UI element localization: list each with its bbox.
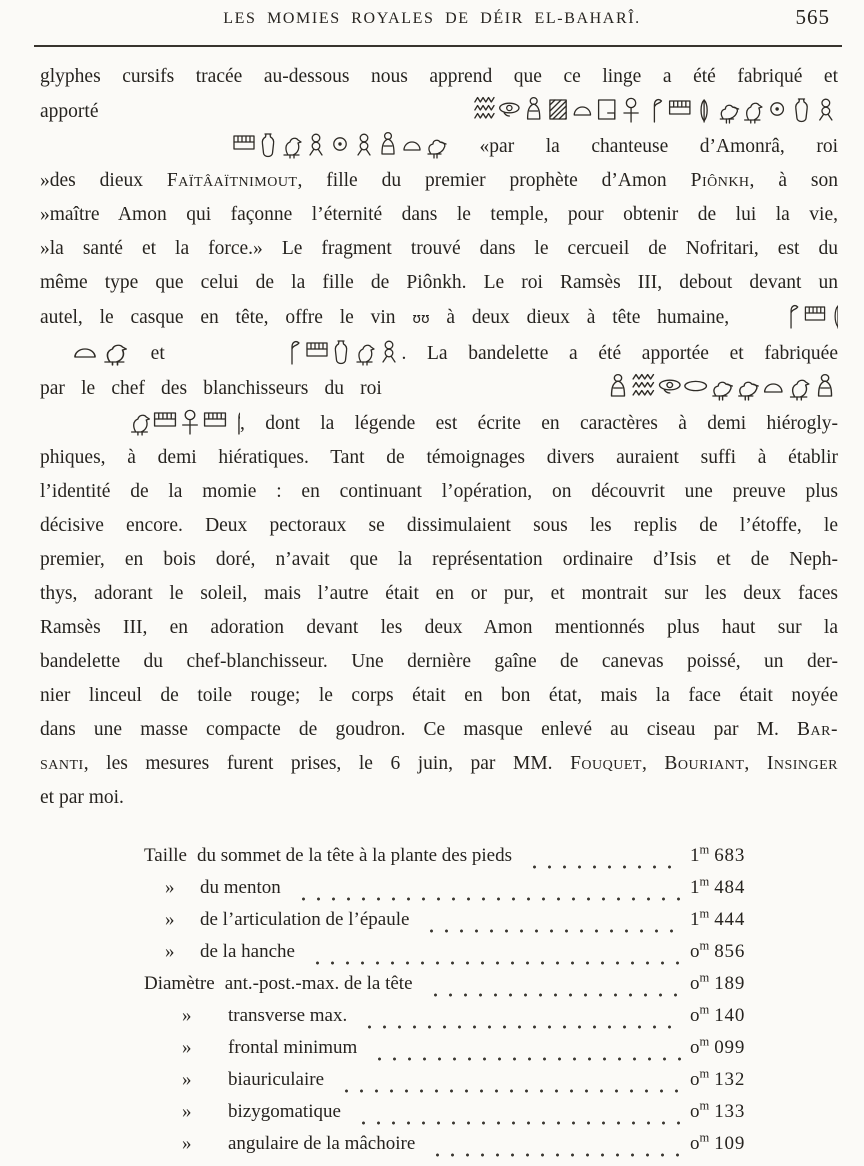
paragraph-line	[40, 300, 838, 336]
dot-leader	[309, 961, 682, 965]
row-label: de l’articulation de l’épaule	[200, 909, 410, 930]
dot-leader	[371, 1057, 682, 1061]
water-hieroglyph-icon	[633, 375, 653, 396]
row-label: de la hanche	[200, 941, 295, 962]
table-row	[144, 1098, 762, 1133]
row-label: du menton	[200, 877, 281, 898]
duck-hieroglyph-icon	[713, 382, 732, 400]
value-metres: 1	[690, 845, 700, 866]
jar-hieroglyph-icon	[796, 99, 808, 122]
row-value	[690, 938, 762, 963]
value-metres: o	[690, 973, 700, 994]
value-metres: o	[690, 1069, 700, 1090]
text-run: apporté	[40, 101, 132, 122]
paragraph-line	[40, 713, 838, 747]
bird-hieroglyph-icon	[791, 380, 809, 400]
row-value	[690, 970, 762, 995]
text-run: décisive encore. Deux pectoraux se dissimulaient sous les replis de l’étoffe, le	[40, 515, 838, 536]
value-unit: m	[699, 842, 710, 857]
text-run: «par la chanteuse d’Amonrâ, roi	[448, 136, 838, 157]
hieroglyph-strip	[132, 94, 838, 124]
row-lead: »	[182, 1133, 192, 1154]
table-row	[144, 1066, 762, 1101]
text-run: et	[130, 343, 186, 364]
value-metres: o	[690, 1101, 700, 1122]
value-fraction: 133	[714, 1101, 746, 1122]
paragraph-line	[40, 577, 838, 611]
flax-hieroglyph-icon	[358, 134, 370, 155]
eye-hieroglyph-icon	[500, 103, 519, 116]
box-hieroglyph-icon	[599, 100, 615, 119]
eye-hieroglyph-icon	[660, 380, 680, 393]
value-unit: m	[699, 906, 710, 921]
text-run: . La bandelette a été apportée et fabriquée	[401, 343, 838, 364]
dot-leader	[338, 1089, 682, 1093]
bread-hieroglyph-icon	[75, 349, 95, 357]
person-hieroglyph-icon	[528, 98, 540, 119]
flax-hieroglyph-icon	[310, 134, 322, 155]
page-number: 565	[795, 5, 830, 29]
small-caps-name: santi	[40, 753, 84, 774]
table-row	[144, 906, 762, 941]
person-hieroglyph-icon	[382, 133, 394, 154]
dot-leader	[361, 1025, 682, 1029]
value-fraction: 099	[714, 1037, 746, 1058]
comb-hieroglyph-icon	[155, 413, 176, 426]
table-row	[144, 874, 762, 909]
row-label: biauriculaire	[228, 1069, 325, 1090]
bird-hieroglyph-icon	[284, 138, 301, 158]
dot-leader	[526, 865, 682, 869]
value-unit: m	[699, 874, 710, 889]
small-caps-name: Faïtâaïtnimout	[166, 170, 298, 191]
measurements-table	[144, 842, 762, 1165]
row-label: ant.-post.-max. de la tête	[224, 973, 413, 994]
hieroglyph-strip	[185, 336, 401, 366]
paragraph-line	[40, 336, 838, 371]
paragraph-line	[40, 198, 838, 232]
small-caps-name: Bouriant	[664, 753, 745, 774]
small-caps-name: Fouquet	[570, 753, 642, 774]
paragraph-line	[40, 441, 838, 475]
bird-hieroglyph-icon	[357, 345, 374, 365]
dot-leader	[355, 1121, 682, 1125]
row-lead: »	[182, 1037, 192, 1058]
value-fraction: 140	[714, 1005, 746, 1026]
row-label: bizygomatique	[228, 1101, 341, 1122]
hatch-hieroglyph-icon	[550, 100, 566, 119]
text-run: , fille du premier prophète d’Amon	[297, 170, 691, 191]
row-value	[690, 1002, 762, 1027]
water-hieroglyph-icon	[475, 98, 494, 119]
row-lead: »	[165, 877, 175, 898]
person-hieroglyph-icon	[819, 375, 832, 396]
row-value	[690, 842, 762, 867]
duck-hieroglyph-icon	[428, 140, 446, 158]
bread-hieroglyph-icon	[404, 142, 420, 150]
duck-hieroglyph-icon	[739, 382, 758, 400]
reed-hieroglyph-icon	[654, 100, 661, 122]
row-label: du sommet de la tête à la plante des pieds	[196, 845, 512, 866]
dot-leader	[423, 929, 682, 933]
sun-hieroglyph-icon	[771, 103, 784, 115]
hieroglyph-strip	[746, 300, 838, 330]
value-unit: m	[699, 1066, 710, 1081]
text-run: ,	[744, 753, 767, 774]
text-run: glyphes cursifs tracée au-dessous nous apprend que ce linge a été fabriqué et	[40, 66, 838, 87]
value-fraction: 189	[714, 973, 746, 994]
table-row	[144, 1130, 762, 1165]
comb-hieroglyph-icon	[205, 413, 226, 426]
sun-hieroglyph-icon	[334, 138, 346, 150]
value-metres: o	[690, 1133, 700, 1154]
row-lead: »	[182, 1101, 192, 1122]
value-unit: m	[699, 1130, 710, 1145]
bird-hieroglyph-icon	[105, 345, 126, 365]
value-unit: m	[699, 1098, 710, 1113]
jar-hieroglyph-icon	[336, 341, 347, 364]
row-lead: »	[182, 1069, 192, 1090]
hieroglyph-strip	[40, 336, 130, 366]
value-fraction: 856	[714, 941, 746, 962]
small-caps-name: Piônkh	[690, 170, 750, 191]
value-fraction: 132	[714, 1069, 746, 1090]
reed-hieroglyph-icon	[791, 306, 798, 328]
text-run: dans une masse compacte de goudron. Ce masque enlevé au ciseau par M.	[40, 719, 798, 740]
comb-hieroglyph-icon	[805, 307, 824, 320]
text-run: par le chef des blanchisseurs du roi	[40, 378, 398, 399]
table-row	[144, 842, 762, 877]
paragraph-line	[40, 129, 838, 164]
table-row	[144, 1034, 762, 1069]
paragraph-line	[40, 509, 838, 543]
ankh-hieroglyph-icon	[183, 410, 198, 434]
small-caps-name: Bar-	[797, 719, 838, 740]
row-lead: »	[165, 909, 175, 930]
text-run: , les mesures furent prises, le 6 juin, par MM.	[83, 753, 571, 774]
text-run: autel, le casque en tête, offre le vin	[40, 307, 413, 328]
table-row	[144, 938, 762, 973]
hieroglyph-strip	[40, 129, 448, 159]
flax-hieroglyph-icon	[820, 99, 832, 120]
text-run: Ramsès III, en adoration devant les deux Amon mentionnés plus haut sur la	[40, 617, 838, 638]
ankh-hieroglyph-icon	[624, 98, 638, 122]
comb-hieroglyph-icon	[670, 101, 690, 114]
row-value	[690, 1066, 762, 1091]
paragraph-line	[40, 232, 838, 266]
text-run: à deux dieux à tête humaine,	[429, 307, 746, 328]
jar-hieroglyph-icon	[262, 134, 273, 157]
row-lead: Diamètre	[144, 973, 215, 994]
value-unit: m	[699, 970, 710, 985]
text-run: nier linceul de toile rouge; le corps était en bon état, mais la face était noyée	[40, 685, 838, 706]
row-label: frontal minimum	[228, 1037, 358, 1058]
text-run: , à son	[749, 170, 838, 191]
text-run: et par moi.	[40, 787, 124, 808]
row-lead: Taille	[144, 845, 187, 866]
value-unit: m	[699, 1034, 710, 1049]
paragraph-line	[40, 747, 838, 781]
row-lead: »	[182, 1005, 192, 1026]
dot-leader	[427, 993, 682, 997]
row-value	[690, 1034, 762, 1059]
paragraph-line	[40, 679, 838, 713]
dot-leader	[295, 897, 682, 901]
paragraph-line	[40, 781, 838, 815]
bird-hieroglyph-icon	[132, 415, 150, 435]
bread-hieroglyph-icon	[574, 107, 590, 115]
comb-hieroglyph-icon	[307, 343, 327, 356]
row-value	[690, 906, 762, 931]
value-fraction: 484	[714, 877, 746, 898]
text-run: phiques, à demi hiératiques. Tant de témoignages divers auraient suffi à établir	[40, 447, 838, 468]
text-run: premier, en bois doré, n’avait que la représentation ordinaire d’Isis et de Neph-	[40, 549, 838, 570]
dot-leader	[429, 1153, 682, 1157]
paragraph-line	[40, 475, 838, 509]
value-unit: m	[699, 938, 710, 953]
table-row	[144, 1002, 762, 1037]
comb-hieroglyph-icon	[234, 136, 254, 149]
value-metres: o	[690, 1005, 700, 1026]
text-run: bandelette du chef-blanchisseur. Une dernière gaîne de canevas poissé, un der-	[40, 651, 838, 672]
value-metres: 1	[690, 909, 700, 930]
reed-hieroglyph-icon	[292, 342, 299, 364]
page-header	[0, 0, 864, 38]
value-fraction: 683	[714, 845, 746, 866]
wine-glyph-text: ʊʊ	[412, 311, 430, 327]
paragraph-line	[40, 371, 838, 406]
bread-hieroglyph-icon	[765, 384, 782, 392]
row-label: transverse max.	[228, 1005, 348, 1026]
small-caps-name: Insinger	[766, 753, 839, 774]
bird-hieroglyph-icon	[745, 103, 762, 123]
hieroglyph-strip	[40, 406, 240, 436]
paragraph-line	[40, 543, 838, 577]
row-label: angulaire de la mâchoire	[228, 1133, 416, 1154]
row-value	[690, 874, 762, 899]
text-run: »maître Amon qui façonne l’éternité dans le temple, pour obtenir de lui la vie,	[40, 204, 838, 225]
paragraph-line	[40, 611, 838, 645]
page-content	[0, 47, 864, 1165]
oval-hieroglyph-icon	[685, 381, 707, 390]
hieroglyph-strip	[398, 371, 838, 401]
running-title: LES MOMIES ROYALES DE DÉIR EL-BAHARÎ.	[223, 10, 641, 27]
paragraph-line	[40, 94, 838, 129]
value-metres: o	[690, 1037, 700, 1058]
feather-hieroglyph-icon	[701, 100, 707, 122]
paragraph-line	[40, 645, 838, 679]
text-run: , dont la légende est écrite en caractères à demi hiérogly-	[240, 413, 838, 434]
value-fraction: 109	[714, 1133, 746, 1154]
text-run: ,	[641, 753, 665, 774]
feather-hieroglyph-icon	[835, 306, 838, 328]
row-value	[690, 1130, 762, 1155]
paragraph-line	[40, 60, 838, 94]
text-run: thys, adorant le soleil, mais l’autre était en or pur, et montrait sur les deux faces	[40, 583, 838, 604]
text-run: »des dieux	[40, 170, 167, 191]
flax-hieroglyph-icon	[383, 341, 395, 362]
duck-hieroglyph-icon	[720, 105, 738, 123]
paragraph-line	[40, 406, 838, 441]
row-lead: »	[165, 941, 175, 962]
text-run: »la santé et la force.» Le fragment trouvé dans le cercueil de Nofritari, est du	[40, 238, 838, 259]
text-run: l’identité de la momie : en continuant l’opération, on découvrit une preuve plus	[40, 481, 838, 502]
value-fraction: 444	[714, 909, 746, 930]
paragraph-line	[40, 266, 838, 300]
paragraph-line	[40, 164, 838, 198]
table-row	[144, 970, 762, 1005]
person-hieroglyph-icon	[612, 375, 625, 396]
value-metres: 1	[690, 877, 700, 898]
value-metres: o	[690, 941, 700, 962]
text-run: même type que celui de la fille de Piônkh. Le roi Ramsès III, debout devant un	[40, 272, 838, 293]
row-value	[690, 1098, 762, 1123]
value-unit: m	[699, 1002, 710, 1017]
body-paragraph	[40, 60, 838, 815]
